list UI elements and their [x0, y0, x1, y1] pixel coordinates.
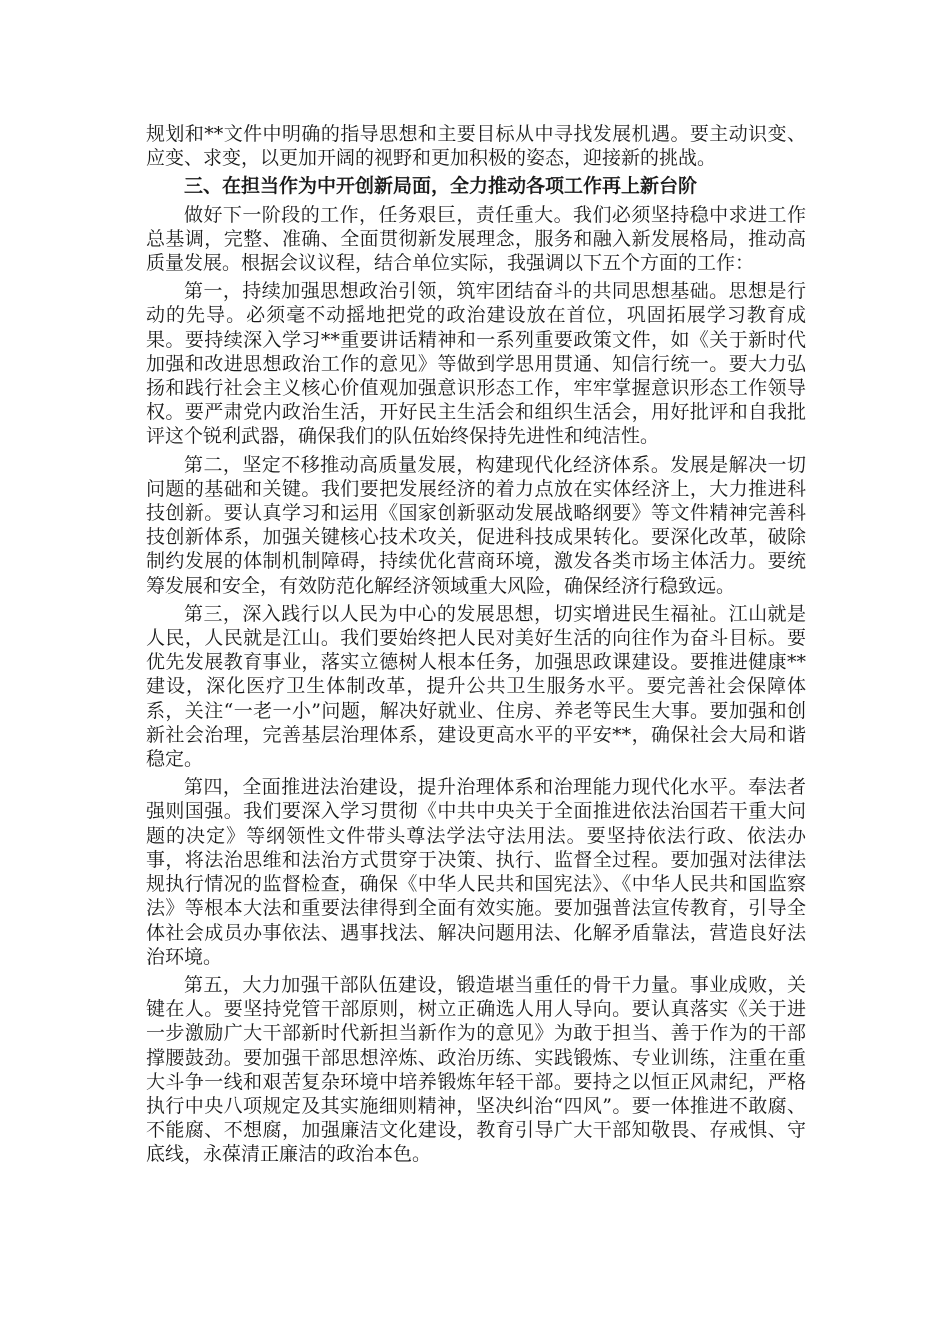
paragraph-point-3: 第三，深入践行以人民为中心的发展思想，切实增进民生福祉。江山就是人民，人民就是江山。我们要始终把人民对美好生活的向往作为奋斗目标。要优先发展教育事业，落实立德树人根本任务，加强思政课建设。要推进健康**建设，深化医疗卫生体制改革，提升公共卫生服务水平。要完善社会保障体系，关注“一老一小”问题，解决好就业、住房、养老等民生大事。要加强和创新社会治理，完善基层治理体系，建设更高水平的平安**，确保社会大局和谐稳定。	[146, 602, 806, 771]
paragraph-intro: 做好下一阶段的工作，任务艰巨，责任重大。我们必须坚持稳中求进工作总基调，完整、准确、全面贯彻新发展理念，服务和融入新发展格局，推动高质量发展。根据会议议程，结合单位实际，我强调以下五个方面的工作：	[146, 203, 806, 275]
paragraph-continuation: 规划和**文件中明确的指导思想和主要目标从中寻找发展机遇。要主动识变、应变、求变，以更加开阔的视野和更加积极的姿态，迎接新的挑战。	[146, 123, 806, 170]
paragraph-point-5: 第五，大力加强干部队伍建设，锻造堪当重任的骨干力量。事业成败，关键在人。要坚持党管干部原则，树立正确选人用人导向。要认真落实《关于进一步激励广大干部新时代新担当新作为的意见》为敢于担当、善于作为的干部撑腰鼓劲。要加强干部思想淬炼、政治历练、实践锻炼、专业训练，注重在重大斗争一线和艰苦复杂环境中培养锻炼年轻干部。要持之以恒正风肃纪，严格执行中央八项规定及其实施细则精神，坚决纠治“四风”。要一体推进不敢腐、不能腐、不想腐，加强廉洁文化建设，教育引导广大干部知敬畏、存戒惧、守底线，永葆清正廉洁的政治本色。	[146, 973, 806, 1166]
paragraph-point-2: 第二，坚定不移推动高质量发展，构建现代化经济体系。发展是解决一切问题的基础和关键。我们要把发展经济的着力点放在实体经济上，大力推进科技创新。要认真学习和运用《国家创新驱动发展战略纲要》等文件精神完善科技创新体系，加强关键核心技术攻关，促进科技成果转化。要深化改革，破除制约发展的体制机制障碍，持续优化营商环境，激发各类市场主体活力。要统筹发展和安全，有效防范化解经济领域重大风险，确保经济行稳致远。	[146, 453, 806, 597]
paragraph-point-1: 第一，持续加强思想政治引领，筑牢团结奋斗的共同思想基础。思想是行动的先导。必须毫不动摇地把党的政治建设放在首位，巩固拓展学习教育成果。要持续深入学习**重要讲话精神和一系列重要政策文件，如《关于新时代加强和改进思想政治工作的意见》等做到学思用贯通、知信行统一。要大力弘扬和践行社会主义核心价值观加强意识形态工作，牢牢掌握意识形态工作领导权。要严肃党内政治生活，开好民主生活会和组织生活会，用好批评和自我批评这个锐利武器，确保我们的队伍始终保持先进性和纯洁性。	[146, 280, 806, 448]
paragraph-point-4: 第四，全面推进法治建设，提升治理体系和治理能力现代化水平。奉法者强则国强。我们要深入学习贯彻《中共中央关于全面推进依法治国若干重大问题的决定》等纲领性文件带头尊法学法守法用法。要坚持依法行政、依法办事，将法治思维和法治方式贯穿于决策、执行、监督全过程。要加强对法律法规执行情况的监督检查，确保《中华人民共和国宪法》、《中华人民共和国监察法》等根本大法和重要法律得到全面有效实施。要加强普法宣传教育，引导全体社会成员办事依法、遇事找法、解决问题用法、化解矛盾靠法，营造良好法治环境。	[146, 776, 806, 968]
document-body	[146, 122, 806, 1171]
section-heading: 三、在担当作为中开创新局面，全力推动各项工作再上新台阶	[184, 175, 698, 198]
